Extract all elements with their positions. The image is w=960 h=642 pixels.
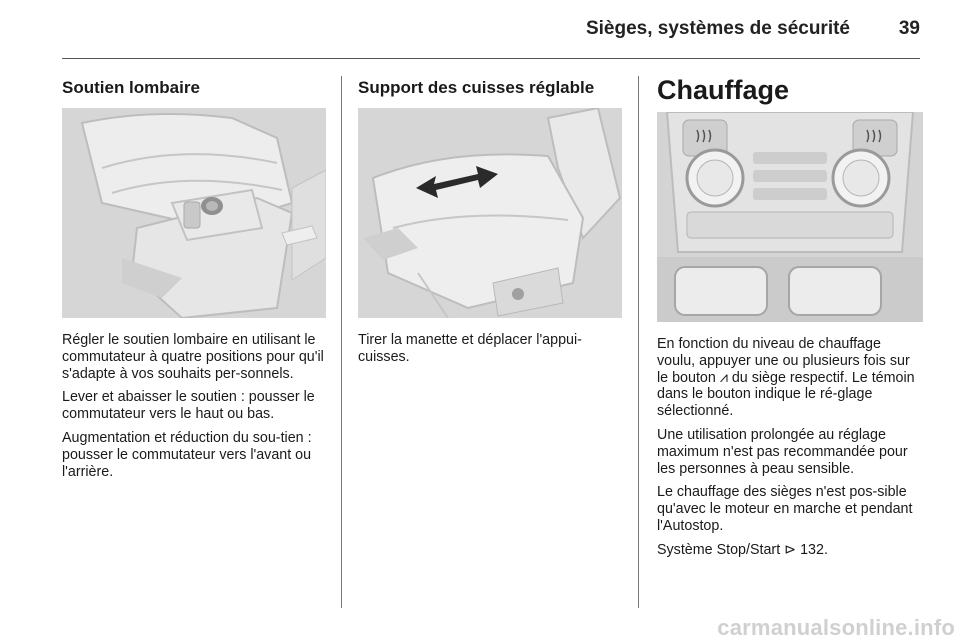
column-divider-1: [341, 76, 342, 608]
paragraph: Augmentation et réduction du sou-tien : pousser le commutateur vers l'avant ou l'arrière.: [62, 429, 312, 480]
page-number: 39: [898, 18, 920, 39]
paragraph: Le chauffage des sièges n'est pos-sible qu'avec le moteur en marche et pendant l'Autostop.: [657, 484, 913, 534]
section-heading-thigh-support: Support des cuisses réglable: [358, 78, 595, 97]
section-thigh-support: [358, 70, 622, 373]
thigh-support-text: [358, 332, 622, 366]
paragraph: Système Stop/Start ⊳ 132.: [657, 541, 828, 558]
paragraph: Une utilisation prolongée au réglage maximum n'est pas recommandée pour les personnes à peau sensible.: [657, 426, 908, 477]
header-divider: [62, 58, 920, 59]
column-divider-2: [638, 76, 639, 608]
heating-text: [657, 336, 923, 559]
page-header-title: Sièges, systèmes de sécurité: [585, 18, 850, 39]
section-heading-lumbar: Soutien lombaire: [62, 78, 200, 97]
paragraph: Tirer la manette et déplacer l'appui-cuisses.: [358, 332, 582, 365]
paragraph: En fonction du niveau de chauffage voulu, appuyer une ou plusieurs fois sur le bouton ⩘ du siège respectif. Le témoin dans le bouton indique le ré-glage sélectionné.: [657, 336, 915, 420]
thigh-support-illustration: [358, 108, 622, 318]
seat-heating-controls-illustration: [657, 112, 923, 322]
section-seat-heating: [657, 70, 923, 566]
paragraph: Lever et abaisser le soutien : pousser le commutateur vers le haut ou bas.: [62, 389, 315, 423]
paragraph: Régler le soutien lombaire en utilisant le commutateur à quatre positions pour qu'il s'adapte à vos souhaits per-sonnels.: [62, 332, 324, 382]
section-heading-heating: Chauffage: [657, 75, 790, 105]
lumbar-text: [62, 332, 326, 480]
lumbar-switch-illustration: [62, 108, 326, 318]
section-lumbar-support: [62, 70, 326, 487]
watermark: carmanualsonline.info: [717, 615, 955, 640]
